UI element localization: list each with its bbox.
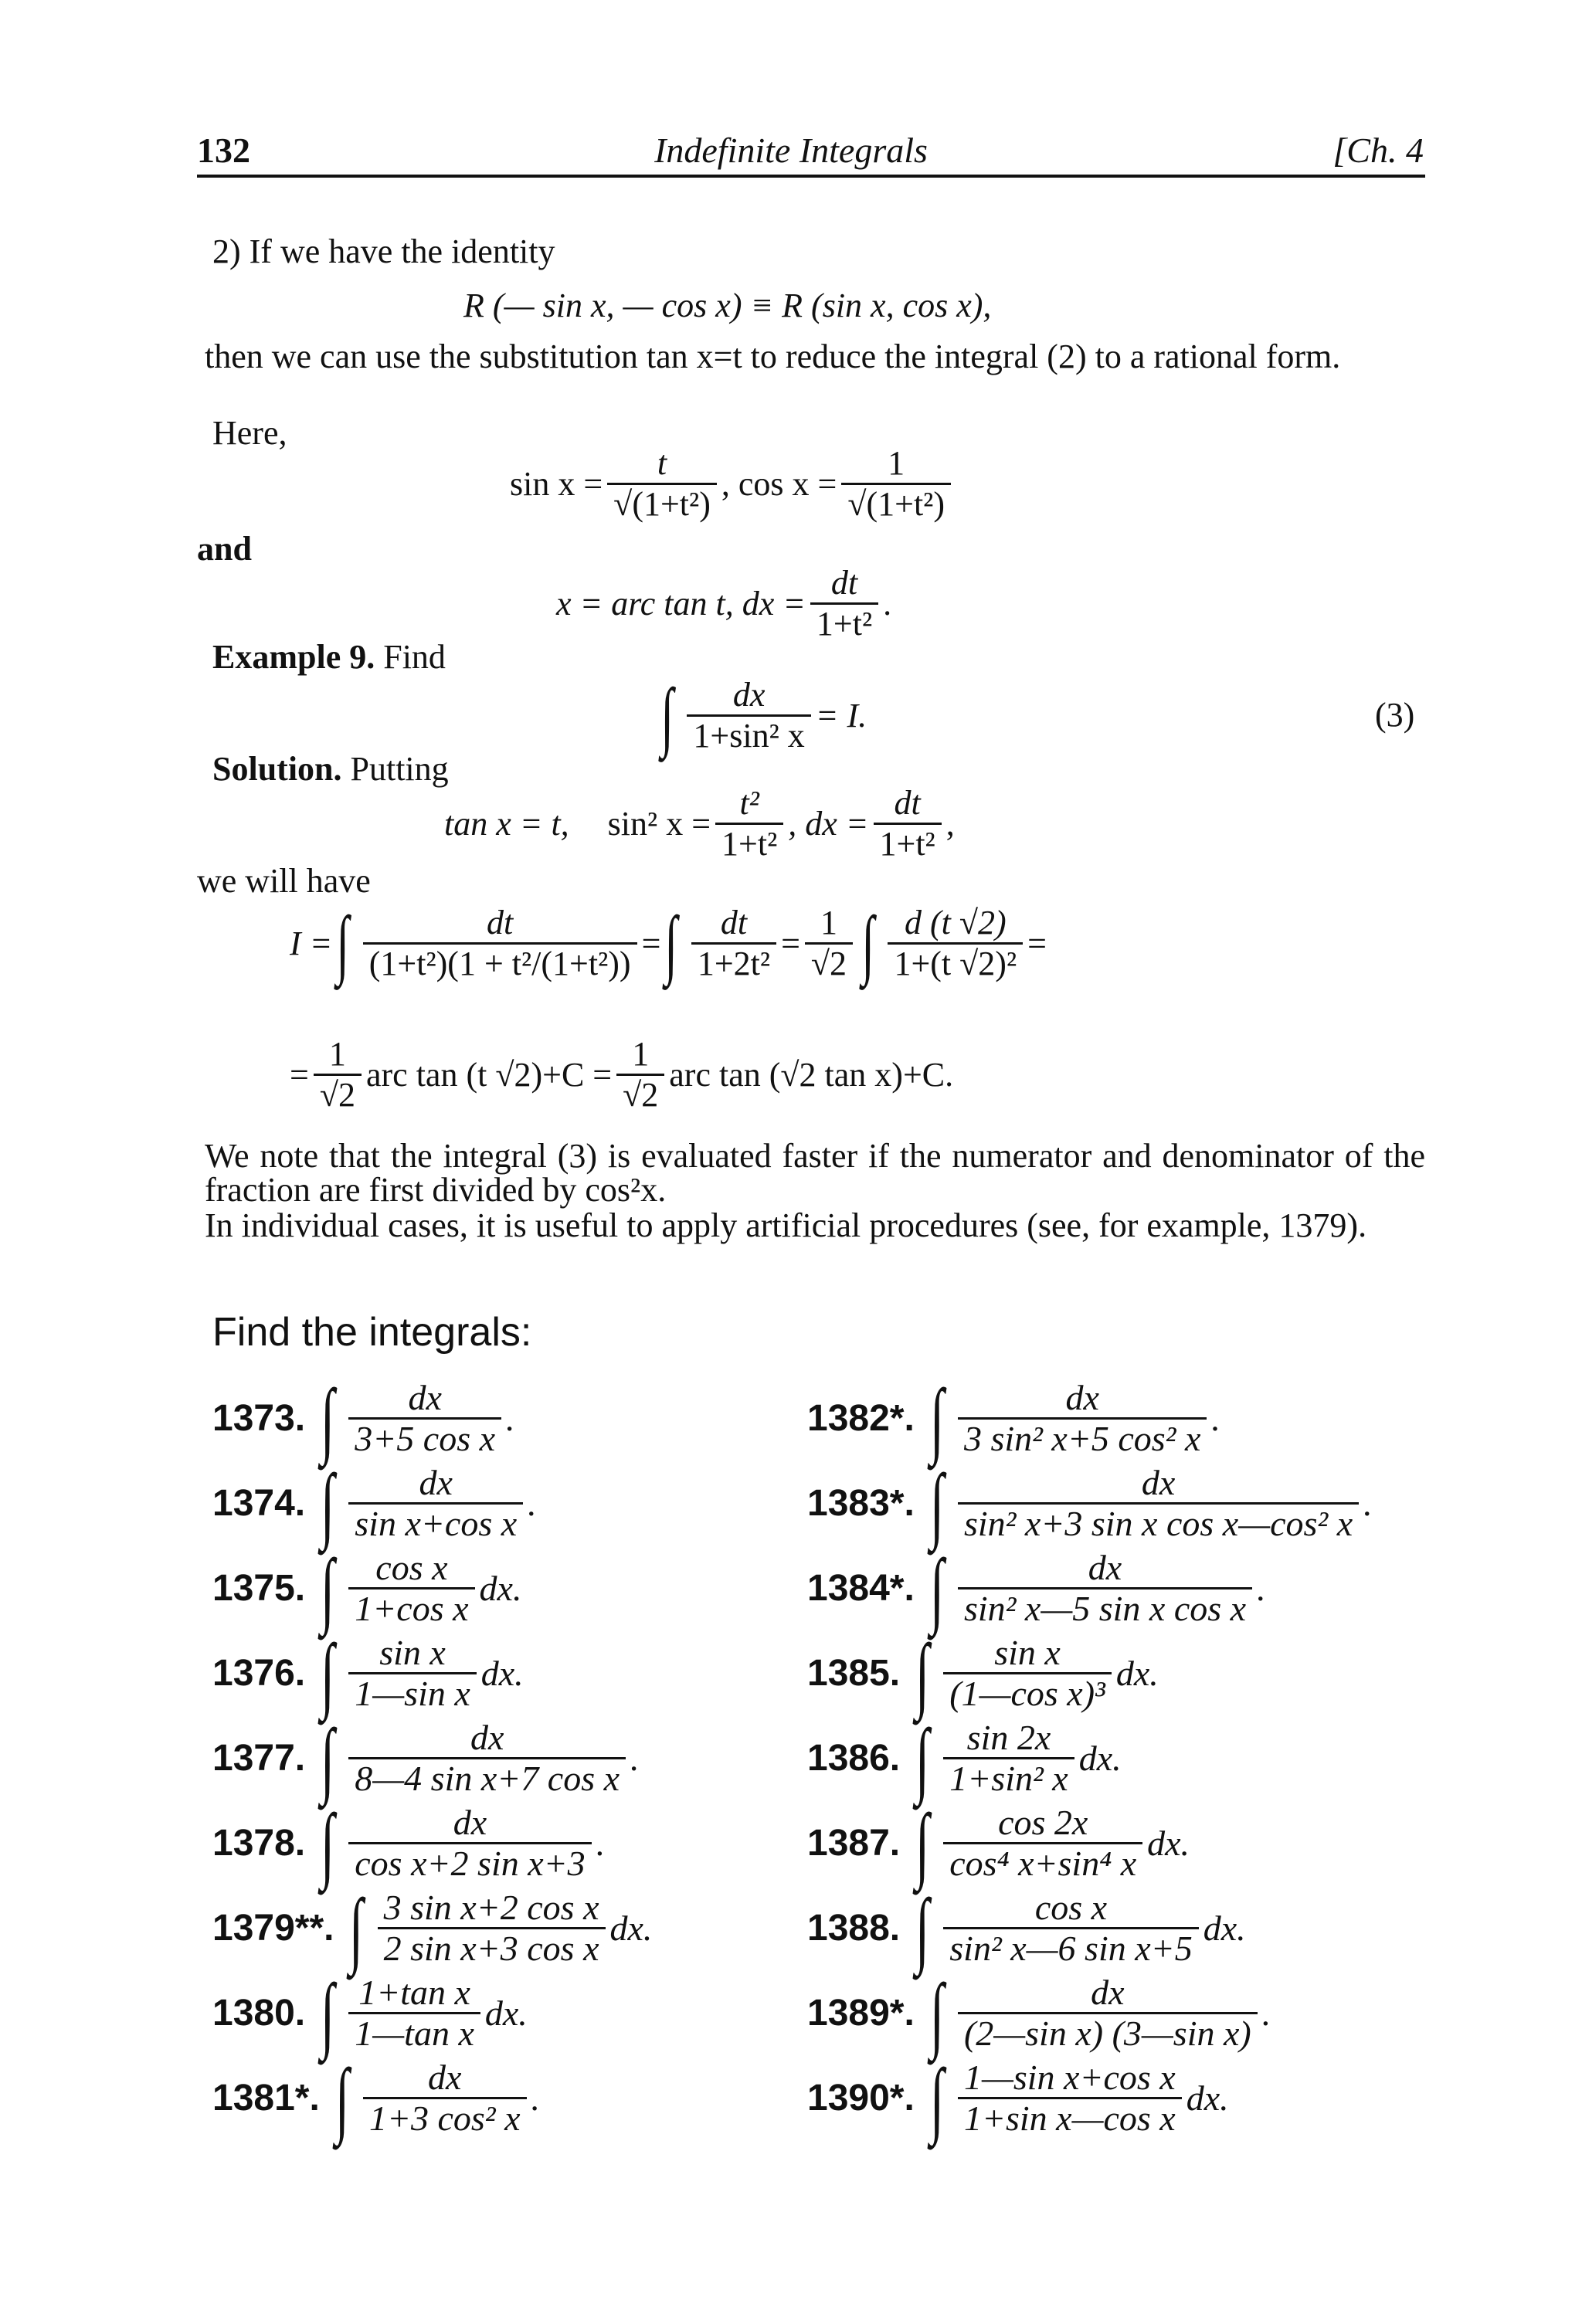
sin-numerator: t	[657, 444, 667, 482]
exercise-denominator: 1+sin x—cos x	[958, 2097, 1182, 2138]
exercise-numerator: sin 2x	[966, 1718, 1051, 1757]
exercise-item	[807, 1626, 1159, 1721]
exercise-item	[807, 1541, 1266, 1636]
sin2-lhs: sin² x =	[607, 805, 711, 843]
here-label: Here,	[212, 414, 287, 452]
exercise-tail: .	[630, 1739, 640, 1778]
line2-fraction-2	[616, 1035, 664, 1115]
exercise-item	[212, 1541, 522, 1636]
dx-formula: x = arc tan t, dx = $\frac{dt}{\text{1+t²}}$ .	[556, 564, 892, 643]
integral-sign: ∫	[321, 1371, 335, 1466]
exercise-tail: dx.	[1203, 1908, 1246, 1948]
chain-3-numerator: 1	[820, 904, 837, 941]
exercise-tail: dx.	[484, 1993, 528, 2033]
page-number: 132	[197, 131, 250, 170]
identity-formula: R (— sin x, — cos x) ≡ R (sin x, cos x),	[463, 287, 992, 324]
ex9-rhs: = I.	[815, 697, 867, 735]
exercise-tail: .	[506, 1399, 515, 1438]
exercise-number: 1375.	[212, 1568, 306, 1609]
integral-sign: ∫	[929, 1371, 944, 1466]
line2-fraction-1	[314, 1035, 362, 1115]
exercise-numerator: dx	[1088, 1548, 1122, 1587]
exercise-denominator: sin x+cos x	[348, 1502, 523, 1543]
integral-sign: ∫	[861, 900, 874, 986]
exercise-tail: .	[531, 2078, 541, 2118]
exercise-fraction	[943, 1803, 1142, 1883]
exercise-number: 1380.	[212, 1993, 306, 2034]
solution-label: Solution.	[212, 750, 342, 788]
exercise-number: 1381*.	[212, 2078, 320, 2119]
equation-number-3: (3)	[1375, 696, 1415, 734]
integral-sign: ∫	[321, 1541, 335, 1636]
ex9-denominator: 1+sin² x	[687, 714, 810, 755]
exercise-numerator: dx	[428, 2058, 462, 2097]
chain-fraction-3	[805, 904, 853, 983]
exercise-numerator: cos x	[1034, 1888, 1108, 1927]
exercise-number: 1388.	[807, 1908, 901, 1949]
i-eq: I =	[290, 925, 333, 962]
exercise-number: 1387.	[807, 1823, 901, 1864]
exercise-denominator: (2—sin x) (3—sin x)	[958, 2012, 1258, 2053]
exercise-tail: .	[596, 1824, 606, 1863]
integral-sign: ∫	[929, 1541, 944, 1636]
solution-heading	[212, 749, 449, 789]
exercise-fraction	[348, 1549, 474, 1628]
exercise-fraction	[348, 1973, 480, 2053]
exercise-number: 1376.	[212, 1653, 306, 1694]
exercise-fraction	[378, 1888, 606, 1968]
integral-sign: ∫	[929, 1456, 944, 1551]
integral-sign: ∫	[336, 900, 350, 986]
exercise-numerator: dx	[408, 1378, 442, 1417]
exercise-number: 1382*.	[807, 1398, 915, 1439]
integral-sign: ∫	[321, 1626, 335, 1721]
sin-fraction	[607, 444, 717, 524]
exercise-number: 1384*.	[807, 1568, 915, 1609]
exercise-tail: dx.	[480, 1654, 524, 1693]
dt-numerator: dt	[830, 564, 858, 602]
equals: =	[641, 925, 661, 962]
example-9-heading	[212, 637, 446, 677]
integral-sign: ∫	[929, 1966, 944, 2061]
exercise-denominator: 1+cos x	[348, 1587, 474, 1628]
individual-cases-paragraph: In individual cases, it is useful to apply artificial procedures (see, for example, 1379).	[205, 1206, 1367, 1244]
exercise-fraction	[348, 1379, 501, 1458]
chain-4-numerator: d (t √2)	[904, 904, 1007, 941]
chain-fraction-4	[888, 904, 1023, 983]
exercise-denominator: 1+3 cos² x	[363, 2097, 527, 2138]
exercise-tail: .	[1363, 1484, 1373, 1523]
exercise-denominator: sin² x+3 sin x cos x—cos² x	[958, 1502, 1359, 1543]
exercise-tail: .	[1211, 1399, 1220, 1438]
integral-sign: ∫	[321, 1796, 335, 1891]
integral-sign: ∫	[915, 1626, 930, 1721]
substitution-paragraph: then we can use the substitution tan x=t to reduce the integral (2) to a rational form.	[205, 338, 1341, 375]
sin-lhs: sin x =	[510, 465, 603, 503]
integral-sign: ∫	[349, 1881, 364, 1976]
exercise-tail: dx.	[1078, 1739, 1122, 1778]
solution-chain-line-1	[290, 900, 1047, 986]
exercise-tail: dx.	[1186, 2078, 1229, 2118]
ex9-fraction	[687, 676, 810, 755]
exercise-denominator: 1—sin x	[348, 1672, 477, 1713]
sin2-numerator: t²	[739, 784, 759, 822]
header-rule	[197, 175, 1425, 178]
exercise-item	[807, 1881, 1246, 1976]
solution-chain-line-2	[290, 1035, 953, 1115]
exercise-number: 1373.	[212, 1398, 306, 1439]
exercise-item	[807, 1456, 1373, 1551]
dt-denominator: 1+t²	[810, 602, 878, 643]
putting-formula: tan x = t, sin² x = $\frac{\text{t²}}{\text{1+t²}}$ , dx = $\frac{dt}{\text{1+t²}}$ ,	[444, 784, 955, 863]
exercise-denominator: sin² x—6 sin x+5	[943, 1927, 1198, 1968]
exercise-item	[212, 1371, 515, 1466]
exercise-item	[807, 1711, 1122, 1806]
equals: =	[290, 1056, 309, 1094]
chain-1-denominator: (1+t²)(1 + t²/(1+t²))	[363, 942, 637, 983]
exercise-number: 1378.	[212, 1823, 306, 1864]
chain-1-numerator: dt	[487, 904, 514, 941]
example-9-label: Example 9.	[212, 638, 375, 676]
cos-numerator: 1	[888, 444, 905, 482]
exercise-item	[212, 1966, 528, 2061]
exercise-number: 1377.	[212, 1738, 306, 1779]
integral-sign: ∫	[664, 900, 678, 986]
exercise-numerator: dx	[1065, 1378, 1099, 1417]
exercise-denominator: (1—cos x)³	[943, 1672, 1112, 1713]
chain-4-denominator: 1+(t √2)²	[888, 942, 1023, 983]
dx-fraction	[810, 564, 878, 643]
example-9-find: Find	[383, 638, 446, 676]
exercise-denominator: 1—tan x	[348, 2012, 480, 2053]
integral-sign: ∫	[929, 2051, 944, 2146]
putting-dt-denominator: 1+t²	[874, 823, 942, 863]
line2-1-denominator: √2	[314, 1074, 362, 1115]
cos-fraction	[841, 444, 951, 524]
exercise-tail: dx.	[479, 1569, 522, 1608]
exercise-fraction	[958, 1549, 1252, 1628]
exercise-item	[212, 1881, 653, 1976]
exercise-numerator: cos 2x	[998, 1803, 1088, 1842]
and-label: and	[197, 530, 252, 568]
sin2-fraction	[715, 784, 783, 863]
exercise-tail: .	[1257, 1569, 1266, 1608]
exercise-numerator: 3 sin x+2 cos x	[383, 1888, 599, 1927]
exercise-item	[212, 1456, 537, 1551]
line2-2-denominator: √2	[616, 1074, 664, 1115]
integral-sign: ∫	[321, 1711, 335, 1806]
exercise-tail: .	[528, 1484, 537, 1523]
exercise-denominator: 3+5 cos x	[348, 1417, 501, 1458]
exercise-fraction	[348, 1634, 477, 1713]
exercise-number: 1385.	[807, 1653, 901, 1694]
exercise-denominator: cos⁴ x+sin⁴ x	[943, 1842, 1142, 1883]
exercise-fraction	[943, 1634, 1112, 1713]
equals: =	[1027, 925, 1047, 962]
integral-sign: ∫	[660, 672, 674, 758]
exercise-tail: dx.	[1115, 1654, 1159, 1693]
line2-2-numerator: 1	[632, 1035, 650, 1073]
exercise-tail: dx.	[1147, 1824, 1190, 1863]
exercise-numerator: sin x	[994, 1633, 1061, 1672]
exercise-denominator: 3 sin² x+5 cos² x	[958, 1417, 1207, 1458]
exercise-fraction	[348, 1803, 591, 1883]
exercise-numerator: dx	[453, 1803, 487, 1842]
we-will-have: we will have	[197, 862, 371, 900]
cos-denominator: √(1+t²)	[841, 483, 951, 524]
exercise-tail: dx.	[609, 1908, 653, 1948]
exercise-number: 1390*.	[807, 2078, 915, 2119]
exercise-fraction	[348, 1718, 626, 1798]
exercise-denominator: 8—4 sin x+7 cos x	[348, 1757, 626, 1798]
integral-sign: ∫	[915, 1881, 930, 1976]
exercise-denominator: 2 sin x+3 cos x	[378, 1927, 606, 1968]
exercise-number: 1379**.	[212, 1908, 334, 1949]
exercise-item	[212, 1796, 606, 1891]
cos-lhs: , cos x =	[721, 465, 837, 503]
chapter-label: [Ch. 4	[1332, 131, 1424, 170]
line2-part-b: arc tan (√2 tan x)+C.	[669, 1056, 954, 1094]
exercise-denominator: cos x+2 sin x+3	[348, 1842, 591, 1883]
exercise-item	[212, 1626, 524, 1721]
line2-part-a: arc tan (t √2)+C =	[365, 1056, 613, 1094]
equals: =	[781, 925, 800, 962]
exercise-fraction	[363, 2058, 527, 2138]
exercise-fraction	[348, 1464, 523, 1543]
dx-eq: , dx =	[788, 805, 869, 843]
find-integrals-heading: Find the integrals:	[212, 1310, 532, 1355]
running-title: Indefinite Integrals	[654, 131, 928, 170]
exercise-numerator: dx	[419, 1463, 453, 1502]
exercise-numerator: dx	[1141, 1463, 1176, 1502]
exercise-tail: .	[1261, 1993, 1271, 2033]
exercise-number: 1389*.	[807, 1993, 915, 2034]
exercise-denominator: sin² x—5 sin x cos x	[958, 1587, 1252, 1628]
note-paragraph: We note that the integral (3) is evaluated faster if the numerator and denominator of the fraction are first divided by cos²x.	[205, 1137, 1425, 1209]
exercise-numerator: sin x	[379, 1633, 446, 1672]
exercise-fraction	[958, 1973, 1258, 2053]
exercise-number: 1386.	[807, 1738, 901, 1779]
exercise-numerator: dx	[1091, 1973, 1125, 2012]
exercise-item	[807, 2051, 1229, 2146]
chain-2-denominator: 1+2t²	[691, 942, 776, 983]
sin-cos-formula	[510, 444, 956, 524]
putting-dt-numerator: dt	[894, 784, 921, 822]
integral-sign: ∫	[321, 1966, 335, 2061]
exercise-item	[212, 2051, 541, 2146]
chain-fraction-2	[691, 904, 776, 983]
exercise-item	[807, 1966, 1271, 2061]
exercise-fraction	[943, 1718, 1074, 1798]
integral-sign: ∫	[334, 2051, 349, 2146]
integral-sign: ∫	[915, 1796, 930, 1891]
exercise-numerator: 1+tan x	[358, 1973, 470, 2012]
integral-sign: ∫	[915, 1711, 930, 1806]
exercise-number: 1374.	[212, 1483, 306, 1524]
putting-dx-fraction	[874, 784, 942, 863]
sin2-denominator: 1+t²	[715, 823, 783, 863]
line2-1-numerator: 1	[328, 1035, 346, 1073]
exercise-numerator: dx	[470, 1718, 504, 1757]
putting-text: Putting	[350, 750, 449, 788]
tan-x-eq: tan x = t,	[444, 805, 569, 843]
chain-fraction-1	[363, 904, 637, 983]
sin-denominator: √(1+t²)	[607, 483, 717, 524]
chain-3-denominator: √2	[805, 942, 853, 983]
integral-sign: ∫	[321, 1456, 335, 1551]
ex9-numerator: dx	[732, 676, 766, 714]
exercise-denominator: 1+sin² x	[943, 1757, 1074, 1798]
exercise-item	[807, 1796, 1190, 1891]
chain-2-numerator: dt	[720, 904, 748, 941]
x-arc-lhs: x = arc tan t, dx =	[556, 585, 806, 623]
exercise-numerator: 1—sin x+cos x	[963, 2058, 1176, 2097]
exercise-fraction	[958, 1379, 1207, 1458]
exercise-item	[807, 1371, 1220, 1466]
exercise-fraction	[958, 1464, 1359, 1543]
exercise-item	[212, 1711, 640, 1806]
exercise-numerator: cos x	[375, 1548, 448, 1587]
case-2-intro: 2) If we have the identity	[212, 232, 555, 270]
exercise-number: 1383*.	[807, 1483, 915, 1524]
exercise-fraction	[958, 2058, 1182, 2138]
example-9-integral	[657, 672, 867, 758]
exercise-fraction	[943, 1888, 1198, 1968]
